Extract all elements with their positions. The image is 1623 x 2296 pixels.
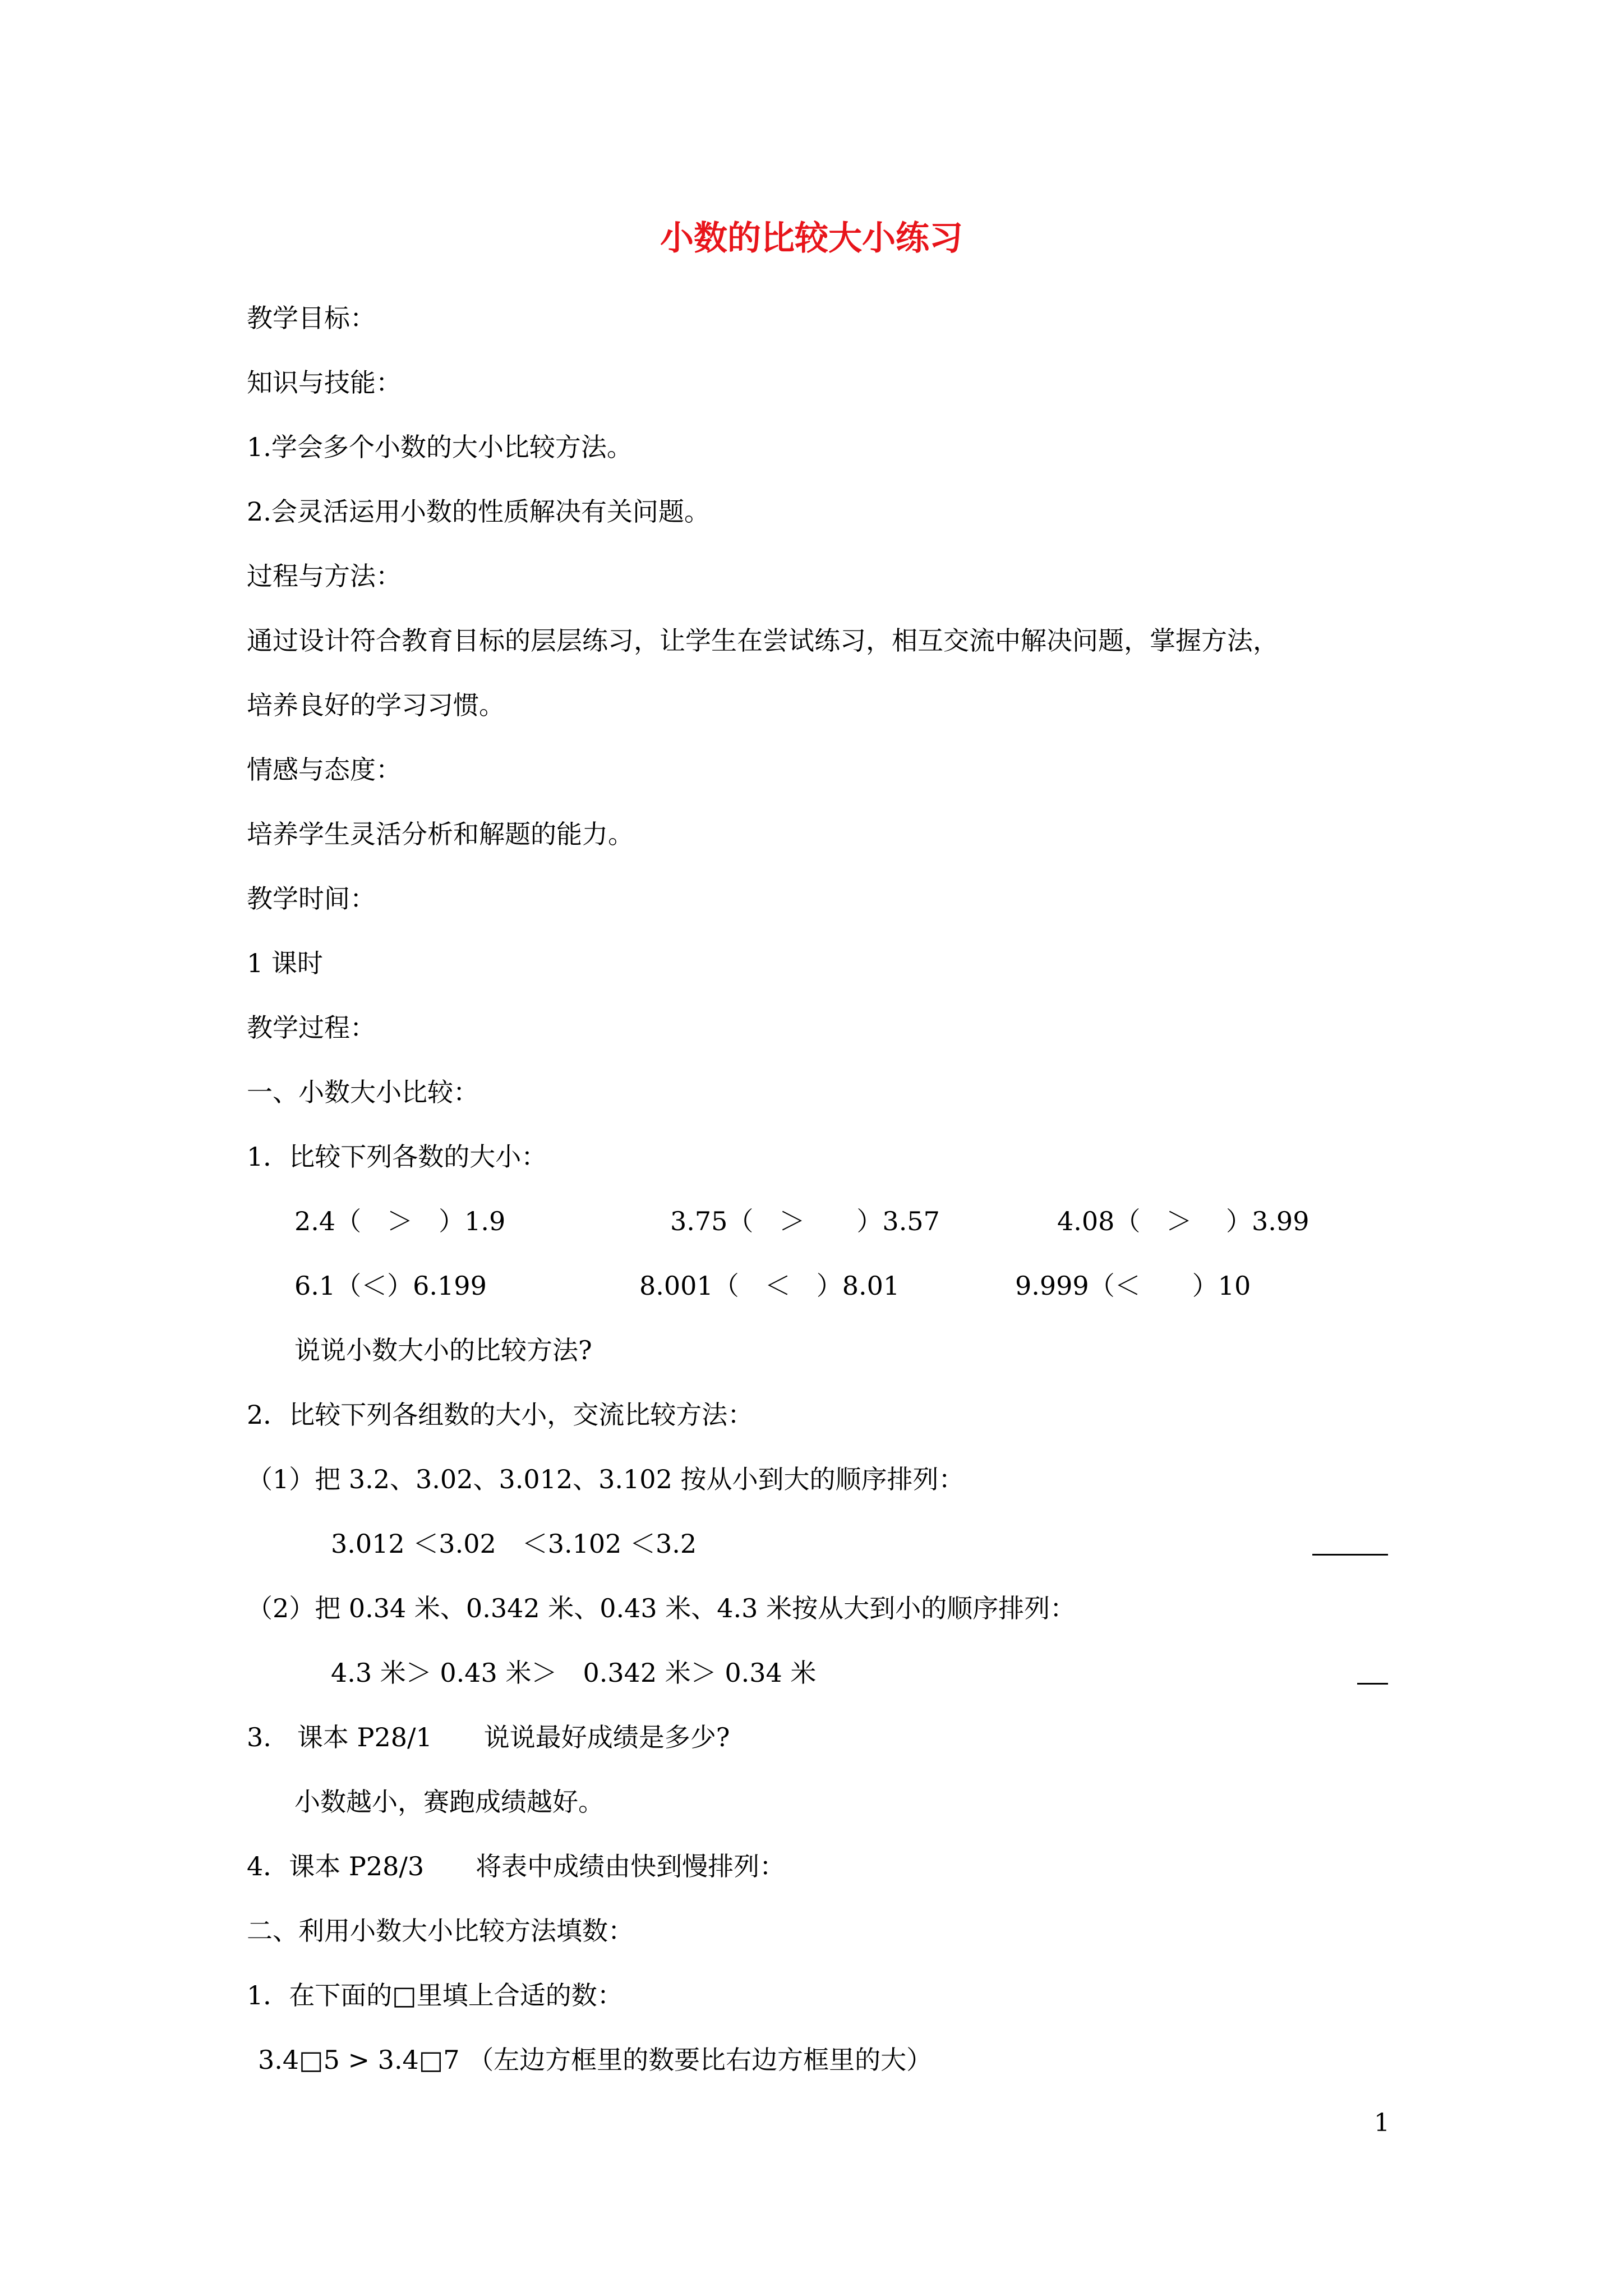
answer-blank — [1357, 1683, 1388, 1685]
compare-item: 9.999（＜ ）10 — [1015, 1271, 1251, 1301]
knowledge-item: 2.会灵活运用小数的性质解决有关问题。 — [247, 496, 710, 527]
section-2-example: 3.4□5 > 3.4□7 （左边方框里的数要比右边方框里的大） — [258, 2045, 933, 2075]
question-3: 3. 课本 P28/1 说说最好成绩是多少? — [247, 1722, 730, 1752]
compare-item: 6.1（＜）6.199 — [294, 1271, 487, 1301]
compare-item: 8.001（ ＜ ）8.01 — [639, 1271, 900, 1301]
process-text-continued: 培养良好的学习习惯。 — [247, 690, 505, 720]
question-2: 2．比较下列各组数的大小，交流比较方法： — [247, 1400, 754, 1430]
page-number: 1 — [1374, 2109, 1390, 2137]
question-2-part-1-answer: 3.012 ＜3.02 ＜3.102 ＜3.2 — [331, 1529, 697, 1559]
question-2-part-2: （2）把 0.34 米、0.342 米、0.43 米、4.3 米按从大到小的顺序排列： — [247, 1593, 1076, 1623]
question-3-answer: 小数越小，赛跑成绩越好。 — [294, 1787, 604, 1817]
emotion-heading: 情感与态度： — [247, 754, 402, 785]
process-heading: 过程与方法： — [247, 561, 402, 591]
compare-item: 3.75（ ＞ ）3.57 — [670, 1206, 940, 1236]
answer-blank — [1312, 1554, 1388, 1556]
question-4: 4．课本 P28/3 将表中成绩由快到慢排列： — [247, 1851, 786, 1881]
section-heading-2: 二、利用小数大小比较方法填数： — [247, 1916, 634, 1946]
document-title: 小数的比较大小练习 — [660, 219, 963, 258]
compare-item: 2.4（ ＞ ）1.9 — [294, 1206, 506, 1236]
compare-item: 4.08（ ＞ ）3.99 — [1057, 1206, 1310, 1236]
section-heading-1: 一、小数大小比较： — [247, 1077, 479, 1107]
procedure-heading: 教学过程： — [247, 1013, 376, 1043]
section-2-question-1: 1．在下面的□里填上合适的数： — [247, 1980, 623, 2010]
question-2-part-2-answer: 4.3 米＞ 0.43 米＞ 0.342 米＞ 0.34 米 — [331, 1658, 817, 1688]
knowledge-item: 1.学会多个小数的大小比较方法。 — [247, 432, 633, 462]
time-heading: 教学时间： — [247, 884, 376, 914]
question-1-prompt: 说说小数大小的比较方法? — [294, 1335, 592, 1365]
question-2-part-1: （1）把 3.2、3.02、3.012、3.102 按从小到大的顺序排列： — [247, 1464, 965, 1494]
question-1: 1．比较下列各数的大小： — [247, 1142, 547, 1172]
time-value: 1 课时 — [247, 948, 323, 978]
emotion-text: 培养学生灵活分析和解题的能力。 — [247, 819, 634, 849]
process-text: 通过设计符合教育目标的层层练习，让学生在尝试练习，相互交流中解决问题，掌握方法， — [247, 625, 1279, 656]
knowledge-heading: 知识与技能： — [247, 367, 402, 398]
goals-heading: 教学目标： — [247, 303, 376, 333]
